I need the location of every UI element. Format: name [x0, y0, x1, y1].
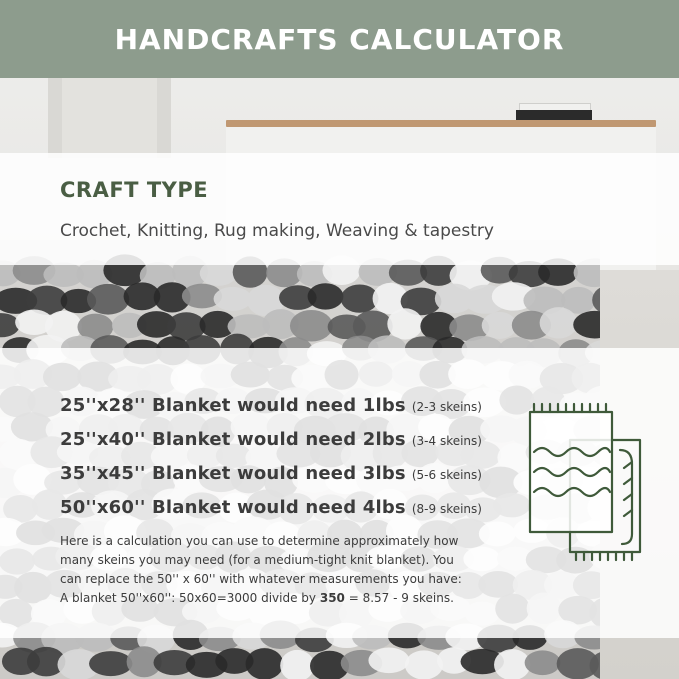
calculation-suffix: = 8.57 - 9 skeins.: [344, 591, 454, 605]
calculation-line: many skeins you may need (for a medium-tight knit blanket). You: [60, 553, 454, 567]
craft-type-list: Crochet, Knitting, Rug making, Weaving & tapestry: [60, 221, 494, 241]
skein-range: (3-4 skeins): [411, 434, 482, 448]
blanket-requirement: 35''x45'' Blanket would need 3lbs: [60, 463, 406, 484]
blanket-row: [60, 429, 530, 463]
skein-range: (2-3 skeins): [411, 400, 482, 414]
blanket-requirements-list: [60, 395, 530, 531]
calculation-explanation: [60, 532, 560, 608]
calculation-example: [60, 589, 560, 608]
skein-range: (8-9 skeins): [411, 502, 482, 516]
page-title: HANDCRAFTS CALCULATOR: [114, 22, 565, 56]
skein-range: (5-6 skeins): [411, 468, 482, 482]
doorway: [48, 78, 171, 158]
blanket-row: [60, 463, 530, 497]
book-bottom: [516, 110, 592, 120]
calculation-line: can replace the 50'' x 60'' with whatever measurements you have:: [60, 572, 462, 586]
wooden-shelf: [226, 120, 656, 127]
calculation-divisor: 350: [319, 591, 345, 605]
blanket-requirement: 25''x40'' Blanket would need 2lbs: [60, 429, 406, 450]
craft-type-label: CRAFT TYPE: [60, 178, 209, 202]
calculation-prefix: A blanket 50''x60'': 50x60=3000 divide by: [60, 591, 320, 605]
blanket-row: [60, 395, 530, 429]
blanket-requirement: 50''x60'' Blanket would need 4lbs: [60, 497, 406, 518]
blanket-row: [60, 497, 530, 531]
calculation-line: Here is a calculation you can use to determine approximately how: [60, 534, 459, 548]
craft-type-panel: [0, 153, 679, 265]
header-bar: [0, 0, 679, 78]
blanket-outline-icon: [520, 400, 650, 565]
blanket-requirement: 25''x28'' Blanket would need 1lbs: [60, 395, 406, 416]
